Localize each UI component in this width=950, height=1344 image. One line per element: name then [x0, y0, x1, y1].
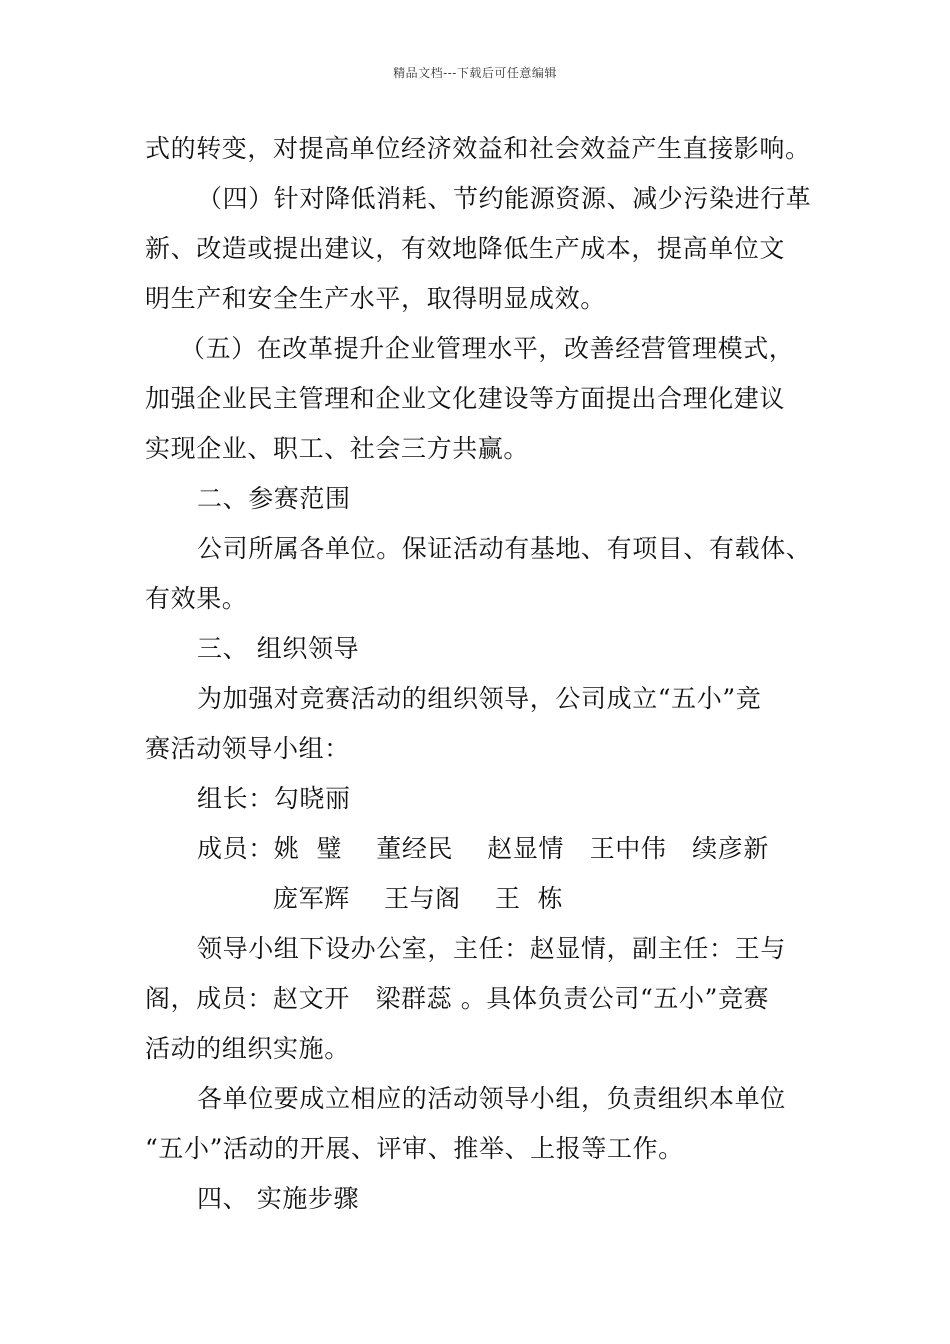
paragraph-line: 加强企业民主管理和企业文化建设等方面提出合理化建议: [145, 384, 786, 413]
paragraph-line: 公司所属各单位。保证活动有基地、有项目、有载体、: [197, 534, 812, 563]
paragraph-line: 赛活动领导小组：: [145, 734, 350, 763]
paragraph-line: 阁，成员：赵文开 梁群蕊 。具体负责公司“五小”竞赛: [145, 984, 770, 1013]
group-members-line: 成员：姚 璧 董经民 赵显情 王中伟 续彦新: [197, 834, 769, 863]
paragraph-line: 新、改造或提出建议，有效地降低生产成本，提高单位文: [145, 234, 786, 263]
paragraph-line: 实现企业、职工、社会三方共赢。: [145, 434, 530, 463]
page-header: 精品文档---下载后可任意编辑: [393, 66, 557, 80]
group-leader-line: 组长：勾晓丽: [197, 784, 351, 813]
section-heading: 二、参赛范围: [197, 484, 351, 513]
paragraph-line: “五小”活动的开展、评审、推举、上报等工作。: [145, 1134, 684, 1163]
paragraph-line: 各单位要成立相应的活动领导小组，负责组织本单位: [197, 1084, 786, 1113]
group-members-line: 庞军辉 王与阁 王 栋: [273, 884, 564, 913]
paragraph-line: 为加强对竞赛活动的组织领导，公司成立“五小”竞: [197, 684, 762, 713]
paragraph-line: 领导小组下设办公室，主任：赵显情，副主任：王与: [197, 934, 786, 963]
paragraph-line: 有效果。: [145, 584, 248, 613]
section-heading: 三、 组织领导: [197, 634, 360, 663]
paragraph-line: （四）针对降低消耗、节约能源资源、减少污染进行革: [197, 184, 812, 213]
section-heading: 四、 实施步骤: [197, 1184, 360, 1213]
paragraph-line: 明生产和安全生产水平，取得明显成效。: [145, 284, 606, 313]
paragraph-line: （五）在改革提升企业管理水平，改善经营管理模式，: [180, 334, 795, 363]
paragraph-line: 式的转变，对提高单位经济效益和社会效益产生直接影响。: [145, 134, 811, 163]
paragraph-line: 活动的组织实施。: [145, 1034, 350, 1063]
